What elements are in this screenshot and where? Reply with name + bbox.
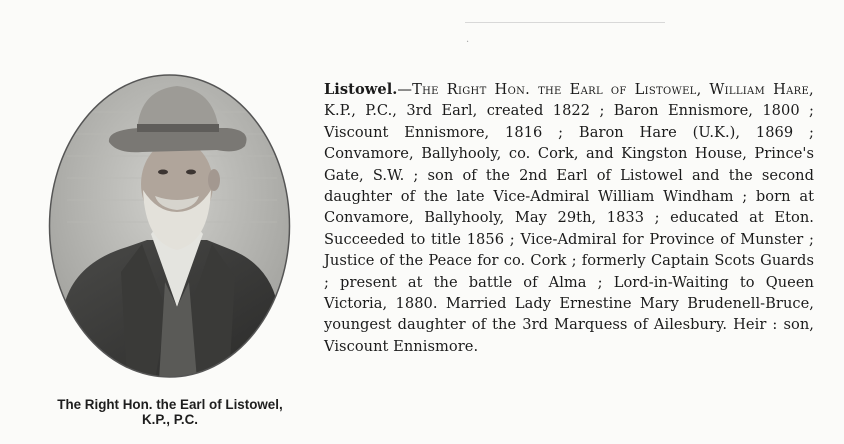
entry-name: William Hare, — [709, 81, 814, 98]
caption-line-2: K.P., P.C. — [141, 412, 199, 427]
entry-title: The Right Hon. the Earl of Listowel, — [412, 81, 702, 98]
entry-dash: — — [397, 81, 413, 98]
portrait-caption — [22, 397, 318, 427]
entry-headword: Listowel. — [324, 81, 398, 98]
top-rule — [465, 22, 665, 23]
portrait-photo — [47, 72, 292, 380]
page-speck: · — [466, 37, 470, 48]
biography-entry — [324, 79, 814, 357]
caption-line-1: The Right Hon. the Earl of Listowel, — [57, 397, 283, 412]
entry-body: K.P., P.C., 3rd Earl, created 1822 ; Baron Ennismore, 1800 ; Viscount Ennismore, 1816 ; Baron Hare (U.K.), 1869 ; Convamore, Ballyhooly, co. Cork, and Kingston House, Prince's Gate, S.W. ; son of the 2nd Earl of Listowel and the second daughter of the late Vice-Admiral William Windham ; born at Convamore, Ballyhooly, May 29th, 1833 ; educated at Eton. Succeeded to title 1856 ; Vice-Admiral for Province of Munster ; Justice of the Peace for co. Cork ; formerly Captain Scots Guards ; present at the battle of Alma ; Lord-in-Waiting to Queen Victoria, 1880. Married Lady Ernestine Mary Brudenell-Bruce, youngest daughter of the 3rd Marquess of Ailesbury. Heir : son, Viscount Ennismore. — [324, 102, 814, 355]
